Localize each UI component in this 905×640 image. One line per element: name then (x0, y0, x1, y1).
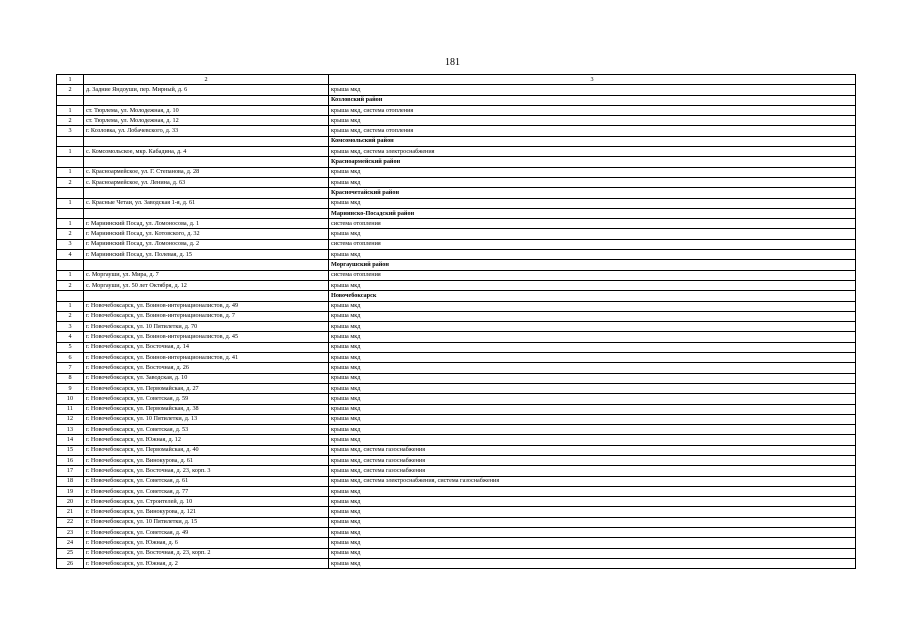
row-works: крыша мкд (329, 373, 856, 383)
table-row (57, 239, 856, 249)
table-row (57, 425, 856, 435)
row-works: система отопления (329, 239, 856, 249)
row-number: 22 (57, 517, 84, 527)
row-works: крыша мкд (329, 177, 856, 187)
row-works: крыша мкд (329, 383, 856, 393)
row-address: г. Новочебоксарск, ул. Южная, д. 6 (84, 538, 329, 548)
row-works: крыша мкд (329, 311, 856, 321)
row-address: г. Новочебоксарск, ул. Восточная, д. 23, корп. 2 (84, 548, 329, 558)
district-empty-cell (57, 260, 84, 270)
works-table (56, 74, 856, 569)
row-number: 2 (57, 311, 84, 321)
district-empty-cell (84, 157, 329, 167)
row-works: крыша мкд (329, 280, 856, 290)
district-title: Козловский район (329, 95, 856, 105)
row-number: 2 (57, 85, 84, 95)
row-address: г. Новочебоксарск, ул. Воинов-интернационалистов, д. 49 (84, 301, 329, 311)
table-row (57, 497, 856, 507)
row-number: 15 (57, 445, 84, 455)
district-empty-cell (84, 95, 329, 105)
row-address: г. Новочебоксарск, ул. Воинов-интернационалистов, д. 41 (84, 353, 329, 363)
district-empty-cell (84, 291, 329, 301)
row-works: крыша мкд (329, 414, 856, 424)
row-number: 2 (57, 177, 84, 187)
row-address: г. Новочебоксарск, ул. Винокурова, д. 121 (84, 507, 329, 517)
row-number: 1 (57, 147, 84, 157)
row-number: 17 (57, 466, 84, 476)
table-row (57, 394, 856, 404)
row-number: 14 (57, 435, 84, 445)
row-number: 20 (57, 497, 84, 507)
row-address: г. Новочебоксарск, ул. 10 Пятилетки, д. 13 (84, 414, 329, 424)
row-works: крыша мкд (329, 558, 856, 568)
table-row (57, 538, 856, 548)
row-number: 25 (57, 548, 84, 558)
row-address: г. Новочебоксарск, ул. Советская, д. 53 (84, 425, 329, 435)
row-address: г. Новочебоксарск, ул. Южная, д. 12 (84, 435, 329, 445)
row-number: 13 (57, 425, 84, 435)
row-number: 12 (57, 414, 84, 424)
row-works: крыша мкд (329, 332, 856, 342)
table-row (57, 466, 856, 476)
row-address: г. Козловка, ул. Лобачевского, д. 33 (84, 126, 329, 136)
table-row (57, 332, 856, 342)
row-number: 21 (57, 507, 84, 517)
row-number: 1 (57, 167, 84, 177)
row-address: г. Мариинский Посад, ул. Ломоносова, д. 2 (84, 239, 329, 249)
row-works: крыша мкд (329, 517, 856, 527)
row-address: г. Новочебоксарск, ул. Советская, д. 59 (84, 394, 329, 404)
table-row (57, 126, 856, 136)
row-address: г. Новочебоксарск, ул. Воинов-интернационалистов, д. 45 (84, 332, 329, 342)
table-row (57, 373, 856, 383)
district-empty-cell (84, 208, 329, 218)
table-header-row (57, 75, 856, 85)
row-works: крыша мкд (329, 167, 856, 177)
row-number: 1 (57, 301, 84, 311)
row-address: г. Мариинский Посад, ул. Ломоносова, д. 1 (84, 219, 329, 229)
district-title: Моргаушский район (329, 260, 856, 270)
table-row (57, 363, 856, 373)
row-address: с. Красные Четаи, ул. Заводская 1-я, д. 61 (84, 198, 329, 208)
header-col-number: 1 (57, 75, 84, 85)
row-address: с. Моргауши, ул. Мира, д. 7 (84, 270, 329, 280)
row-number: 16 (57, 455, 84, 465)
row-number: 4 (57, 250, 84, 260)
row-works: крыша мкд (329, 507, 856, 517)
row-address: г. Новочебоксарск, ул. Заводская, д. 10 (84, 373, 329, 383)
row-address: г. Новочебоксарск, ул. Советская, д. 77 (84, 486, 329, 496)
row-address: с. Красноармейское, ул. Ленина, д. 63 (84, 177, 329, 187)
table-row (57, 219, 856, 229)
table-row (57, 476, 856, 486)
row-works: крыша мкд (329, 497, 856, 507)
row-number: 1 (57, 198, 84, 208)
table-row (57, 85, 856, 95)
table-row (57, 414, 856, 424)
row-works: крыша мкд, система газоснабжения (329, 466, 856, 476)
row-works: крыша мкд (329, 548, 856, 558)
table-row (57, 147, 856, 157)
row-number: 24 (57, 538, 84, 548)
row-works: крыша мкд (329, 116, 856, 126)
row-address: д. Задние Яндоуши, пер. Мирный, д. 6 (84, 85, 329, 95)
row-address: с. Красноармейское, ул. Г. Степанова, д. 28 (84, 167, 329, 177)
table-row (57, 177, 856, 187)
district-header-row (57, 157, 856, 167)
row-address: г. Новочебоксарск, ул. Советская, д. 61 (84, 476, 329, 486)
row-works: крыша мкд, система отопления (329, 105, 856, 115)
table-row (57, 280, 856, 290)
row-works: крыша мкд (329, 198, 856, 208)
table-row (57, 486, 856, 496)
row-works: крыша мкд, система электроснабжения (329, 147, 856, 157)
row-number: 6 (57, 353, 84, 363)
district-title: Новочебоксарск (329, 291, 856, 301)
row-works: система отопления (329, 219, 856, 229)
row-number: 3 (57, 322, 84, 332)
table-row (57, 517, 856, 527)
district-empty-cell (57, 208, 84, 218)
district-title: Красночетайский район (329, 188, 856, 198)
table-row (57, 301, 856, 311)
district-title: Мариинско-Посадский район (329, 208, 856, 218)
works-table-body (57, 75, 856, 569)
table-row (57, 353, 856, 363)
table-row (57, 435, 856, 445)
table-row (57, 229, 856, 239)
district-title: Красноармейский район (329, 157, 856, 167)
header-col-works: 3 (329, 75, 856, 85)
row-works: крыша мкд (329, 322, 856, 332)
row-number: 8 (57, 373, 84, 383)
row-address: г. Новочебоксарск, ул. Строителей, д. 10 (84, 497, 329, 507)
row-works: крыша мкд (329, 85, 856, 95)
row-works: крыша мкд (329, 435, 856, 445)
district-empty-cell (57, 157, 84, 167)
row-number: 2 (57, 116, 84, 126)
row-address: г. Новочебоксарск, ул. Советская, д. 49 (84, 528, 329, 538)
row-address: г. Мариинский Посад, ул. Полевая, д. 15 (84, 250, 329, 260)
district-empty-cell (84, 188, 329, 198)
table-row (57, 105, 856, 115)
row-works: крыша мкд (329, 486, 856, 496)
row-number: 23 (57, 528, 84, 538)
table-row (57, 198, 856, 208)
table-row (57, 250, 856, 260)
row-works: крыша мкд (329, 394, 856, 404)
table-row (57, 404, 856, 414)
row-address: г. Новочебоксарск, ул. 10 Пятилетки, д. 70 (84, 322, 329, 332)
row-works: крыша мкд (329, 528, 856, 538)
row-works: крыша мкд, система электроснабжения, система газоснабжения (329, 476, 856, 486)
table-row (57, 383, 856, 393)
table-row (57, 528, 856, 538)
district-empty-cell (57, 291, 84, 301)
row-address: г. Новочебоксарск, ул. Воинов-интернационалистов, д. 7 (84, 311, 329, 321)
table-row (57, 507, 856, 517)
page-number: 181 (445, 57, 460, 68)
row-address: ст. Тюрлема, ул. Молодежная, д. 10 (84, 105, 329, 115)
row-number: 3 (57, 239, 84, 249)
row-number: 2 (57, 280, 84, 290)
row-address: г. Новочебоксарск, ул. Первомайская, д. 38 (84, 404, 329, 414)
row-works: крыша мкд (329, 425, 856, 435)
row-address: г. Новочебоксарск, ул. Восточная, д. 26 (84, 363, 329, 373)
row-works: крыша мкд (329, 301, 856, 311)
table-row (57, 342, 856, 352)
row-works: крыша мкд, система газоснабжения (329, 455, 856, 465)
row-works: крыша мкд (329, 404, 856, 414)
row-works: система отопления (329, 270, 856, 280)
row-number: 1 (57, 219, 84, 229)
district-empty-cell (57, 188, 84, 198)
row-number: 7 (57, 363, 84, 373)
row-address: г. Новочебоксарск, ул. Первомайская, д. 40 (84, 445, 329, 455)
row-works: крыша мкд (329, 229, 856, 239)
row-address: ст. Тюрлема, ул. Молодежная, д. 12 (84, 116, 329, 126)
table-row (57, 311, 856, 321)
district-empty-cell (57, 136, 84, 146)
header-col-address: 2 (84, 75, 329, 85)
row-number: 11 (57, 404, 84, 414)
row-address: г. Новочебоксарск, ул. 10 Пятилетки, д. 15 (84, 517, 329, 527)
row-address: г. Новочебоксарск, ул. Восточная, д. 14 (84, 342, 329, 352)
row-address: г. Новочебоксарск, ул. Винокурова, д. 61 (84, 455, 329, 465)
row-number: 10 (57, 394, 84, 404)
row-address: г. Новочебоксарск, ул. Южная, д. 2 (84, 558, 329, 568)
table-row (57, 558, 856, 568)
district-header-row (57, 260, 856, 270)
table-row (57, 167, 856, 177)
row-works: крыша мкд (329, 363, 856, 373)
row-works: крыша мкд (329, 342, 856, 352)
table-row (57, 322, 856, 332)
row-number: 3 (57, 126, 84, 136)
row-address: г. Мариинский Посад, ул. Котовского, д. 32 (84, 229, 329, 239)
district-title: Комсомольский район (329, 136, 856, 146)
row-address: с. Комсомольское, мкр. Кабадина, д. 4 (84, 147, 329, 157)
row-address: г. Новочебоксарск, ул. Первомайская, д. 27 (84, 383, 329, 393)
district-header-row (57, 95, 856, 105)
row-works: крыша мкд, система отопления (329, 126, 856, 136)
district-header-row (57, 136, 856, 146)
row-number: 18 (57, 476, 84, 486)
row-number: 2 (57, 229, 84, 239)
district-empty-cell (84, 136, 329, 146)
row-number: 19 (57, 486, 84, 496)
district-header-row (57, 208, 856, 218)
table-row (57, 445, 856, 455)
row-works: крыша мкд (329, 538, 856, 548)
row-works: крыша мкд, система газоснабжения (329, 445, 856, 455)
row-address: г. Новочебоксарск, ул. Восточная, д. 23, корп. 3 (84, 466, 329, 476)
row-works: крыша мкд (329, 353, 856, 363)
district-header-row (57, 188, 856, 198)
table-row (57, 270, 856, 280)
row-number: 4 (57, 332, 84, 342)
table-row (57, 548, 856, 558)
table-row (57, 455, 856, 465)
row-address: с. Моргауши, ул. 50 лет Октября, д. 12 (84, 280, 329, 290)
table-row (57, 116, 856, 126)
row-number: 5 (57, 342, 84, 352)
district-empty-cell (57, 95, 84, 105)
row-number: 1 (57, 105, 84, 115)
district-header-row (57, 291, 856, 301)
row-number: 1 (57, 270, 84, 280)
district-empty-cell (84, 260, 329, 270)
row-number: 26 (57, 558, 84, 568)
row-number: 9 (57, 383, 84, 393)
row-works: крыша мкд (329, 250, 856, 260)
